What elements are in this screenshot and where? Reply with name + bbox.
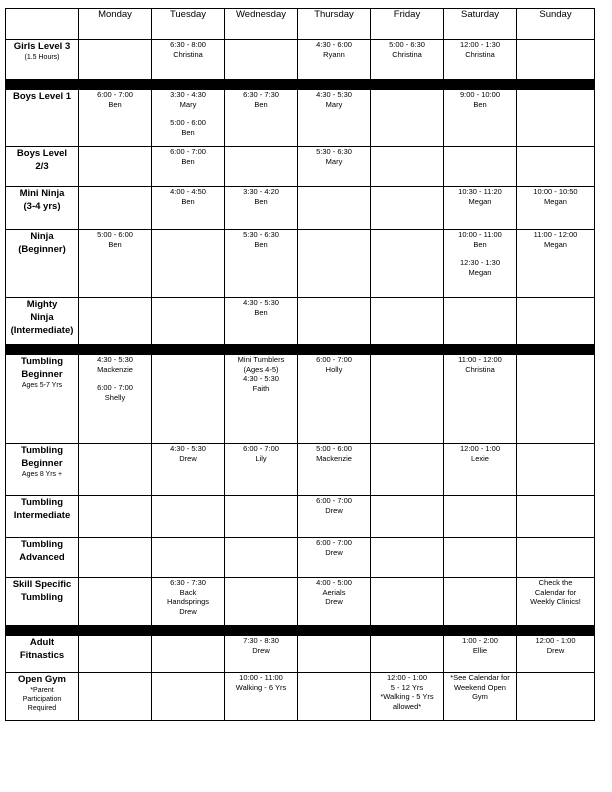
session-line: Mini Tumblers	[237, 355, 285, 364]
schedule-cell-tuesday	[152, 230, 225, 298]
session-line: 12:00 - 1:00	[535, 636, 576, 645]
session-line: allowed*	[392, 701, 422, 711]
schedule-cell-tuesday	[152, 298, 225, 345]
class-name-line: Beginner	[21, 369, 63, 380]
header-row	[6, 9, 595, 40]
schedule-cell-saturday	[444, 40, 517, 80]
class-row	[6, 40, 595, 80]
section-separator	[6, 626, 595, 636]
separator-bar	[6, 80, 595, 90]
schedule-cell-monday	[79, 444, 152, 496]
schedule-cell-friday	[371, 355, 444, 444]
schedule-cell-friday	[371, 147, 444, 187]
schedule-cell-friday	[371, 90, 444, 147]
session-line: 10:00 - 11:00	[239, 673, 283, 682]
schedule-cell-monday	[79, 90, 152, 147]
schedule-cell-thursday	[298, 147, 371, 187]
session-line: 12:00 - 1:30	[459, 40, 501, 49]
session-entry	[79, 90, 151, 109]
schedule-cell-saturday	[444, 187, 517, 230]
session-line: Mary	[325, 99, 343, 109]
schedule-cell-wednesday	[225, 578, 298, 626]
class-name-line: Ninja	[30, 312, 54, 323]
schedule-cell-sunday	[517, 147, 595, 187]
session-line: Christina	[392, 49, 422, 59]
session-line: Drew	[325, 547, 343, 557]
session-entry	[298, 90, 370, 109]
schedule-cell-tuesday	[152, 496, 225, 538]
schedule-cell-monday	[79, 355, 152, 444]
session-line: 6:00 - 7:00	[97, 383, 133, 392]
session-line: Christina	[465, 49, 495, 59]
session-line: Ben	[108, 99, 122, 109]
session-line: Ben	[108, 239, 122, 249]
class-note-line: Ages 8 Yrs +	[21, 471, 63, 478]
session-line: 4:30 - 5:30	[243, 374, 279, 383]
schedule-cell-wednesday	[225, 496, 298, 538]
session-line: 6:00 - 7:00	[316, 496, 352, 505]
session-line: 6:00 - 7:00	[170, 147, 206, 156]
session-line: 6:00 - 7:00	[316, 538, 352, 547]
schedule-cell-thursday	[298, 673, 371, 721]
session-line: 9:00 - 10:00	[459, 90, 501, 99]
class-name-line: Boys Level 1	[12, 91, 72, 102]
class-name-line: 2/3	[35, 161, 49, 172]
session-entry	[152, 40, 224, 59]
class-label	[6, 40, 79, 80]
class-label	[6, 636, 79, 673]
session-line: Check the	[538, 578, 573, 587]
session-entry	[225, 355, 297, 393]
session-entry	[444, 187, 516, 206]
class-name-line: (Intermediate)	[10, 325, 74, 336]
session-line: Megan	[468, 196, 492, 206]
schedule-cell-tuesday	[152, 538, 225, 578]
schedule-cell-monday	[79, 298, 152, 345]
session-line: Mackenzie	[316, 453, 352, 463]
schedule-cell-tuesday	[152, 355, 225, 444]
schedule-cell-thursday	[298, 636, 371, 673]
class-name-line: Advanced	[19, 552, 65, 563]
session-entry	[444, 444, 516, 463]
schedule-cell-sunday	[517, 673, 595, 721]
schedule-cell-tuesday	[152, 90, 225, 147]
schedule-cell-wednesday	[225, 355, 298, 444]
session-line: 4:30 - 5:30	[97, 355, 133, 364]
session-line: Megan	[468, 267, 492, 277]
schedule-cell-thursday	[298, 538, 371, 578]
session-entry	[225, 187, 297, 206]
schedule-cell-tuesday	[152, 444, 225, 496]
class-row	[6, 147, 595, 187]
session-line: 12:30 - 1:30	[459, 258, 501, 267]
schedule-cell-saturday	[444, 444, 517, 496]
class-row	[6, 230, 595, 298]
class-name-line: Mini Ninja	[19, 188, 65, 199]
schedule-cell-sunday	[517, 298, 595, 345]
session-line: Drew	[325, 505, 343, 515]
session-entry	[444, 355, 516, 374]
session-line: 3:30 - 4:30	[170, 90, 206, 99]
day-header: Monday	[79, 9, 152, 40]
section-separator	[6, 80, 595, 90]
schedule-cell-friday	[371, 40, 444, 80]
schedule-cell-wednesday	[225, 673, 298, 721]
session-entry	[225, 298, 297, 317]
class-name-line: (Beginner)	[18, 244, 66, 255]
session-line: Ben	[254, 99, 268, 109]
session-entry	[444, 673, 516, 702]
session-line: Mackenzie	[97, 364, 133, 374]
schedule-cell-sunday	[517, 230, 595, 298]
schedule-cell-tuesday	[152, 673, 225, 721]
schedule-cell-thursday	[298, 230, 371, 298]
schedule-cell-saturday	[444, 230, 517, 298]
session-line: Ben	[473, 99, 487, 109]
schedule-cell-saturday	[444, 90, 517, 147]
session-line: 6:30 - 8:00	[170, 40, 206, 49]
class-row	[6, 538, 595, 578]
session-line: 6:30 - 7:30	[243, 90, 279, 99]
session-line: *See Calendar for	[450, 673, 510, 682]
schedule-cell-wednesday	[225, 90, 298, 147]
session-line: Lily	[255, 453, 267, 463]
session-line: 4:30 - 5:30	[316, 90, 352, 99]
session-line: 5:30 - 6:30	[316, 147, 352, 156]
schedule-cell-saturday	[444, 496, 517, 538]
class-name-line: Beginner	[21, 458, 63, 469]
schedule-cell-friday	[371, 673, 444, 721]
schedule-cell-sunday	[517, 187, 595, 230]
class-row	[6, 578, 595, 626]
class-name-line: Open Gym	[17, 674, 67, 685]
session-entry	[152, 578, 224, 616]
day-header: Sunday	[517, 9, 595, 40]
schedule-cell-monday	[79, 496, 152, 538]
session-line: 5:00 - 6:00	[97, 230, 133, 239]
schedule-cell-sunday	[517, 355, 595, 444]
class-row	[6, 673, 595, 721]
day-header: Thursday	[298, 9, 371, 40]
session-line: Mary	[325, 156, 343, 166]
session-line: Lexie	[471, 453, 489, 463]
class-name-line: Skill Specific	[12, 579, 72, 590]
class-label	[6, 355, 79, 444]
session-line: Ben	[254, 196, 268, 206]
session-entry	[225, 90, 297, 109]
session-line: 1:00 - 2:00	[462, 636, 498, 645]
class-name-line: Adult	[29, 637, 55, 648]
session-entry	[444, 636, 516, 655]
class-name-line: Boys Level	[16, 148, 68, 159]
session-entry	[444, 40, 516, 59]
schedule-cell-monday	[79, 187, 152, 230]
session-entry	[152, 187, 224, 206]
schedule-cell-sunday	[517, 578, 595, 626]
schedule-cell-friday	[371, 538, 444, 578]
session-line: Ben	[181, 156, 195, 166]
session-entry	[517, 187, 594, 206]
schedule-cell-saturday	[444, 538, 517, 578]
session-entry	[298, 496, 370, 515]
schedule-cell-monday	[79, 147, 152, 187]
schedule-cell-thursday	[298, 578, 371, 626]
session-line: 10:00 - 11:00	[458, 230, 502, 239]
class-row	[6, 444, 595, 496]
schedule-cell-wednesday	[225, 538, 298, 578]
session-line: 5:00 - 6:00	[316, 444, 352, 453]
session-line: Ryann	[323, 49, 345, 59]
session-line: (Ages 4-5)	[243, 364, 279, 374]
schedule-cell-tuesday	[152, 40, 225, 80]
session-line: Ben	[254, 307, 268, 317]
session-entry	[371, 673, 443, 711]
session-line: 4:30 - 5:30	[243, 298, 279, 307]
class-row	[6, 90, 595, 147]
session-line: 6:30 - 7:30	[170, 578, 206, 587]
schedule-cell-tuesday	[152, 187, 225, 230]
schedule-body	[6, 40, 595, 721]
session-line: Weekly Clinics!	[530, 597, 581, 606]
schedule-cell-wednesday	[225, 444, 298, 496]
day-header: Saturday	[444, 9, 517, 40]
session-line: Ben	[254, 239, 268, 249]
class-name-line: Ninja	[30, 231, 54, 242]
session-entry	[79, 230, 151, 249]
session-entry	[79, 383, 151, 402]
session-entry	[444, 90, 516, 109]
schedule-cell-sunday	[517, 40, 595, 80]
session-entry	[152, 118, 224, 137]
session-entry	[298, 578, 370, 607]
session-line: 10:30 - 11:20	[458, 187, 502, 196]
schedule-cell-thursday	[298, 496, 371, 538]
schedule-cell-friday	[371, 298, 444, 345]
class-name-line: Intermediate	[13, 510, 71, 521]
session-line: Holly	[325, 364, 343, 374]
schedule-cell-saturday	[444, 578, 517, 626]
separator-bar	[6, 345, 595, 355]
class-note-line: Required	[27, 705, 57, 712]
schedule-table	[5, 8, 595, 721]
schedule-cell-sunday	[517, 90, 595, 147]
session-line: Faith	[252, 383, 270, 393]
class-label	[6, 578, 79, 626]
class-name-line: Tumbling	[20, 539, 64, 550]
class-row	[6, 496, 595, 538]
class-label	[6, 673, 79, 721]
day-header: Wednesday	[225, 9, 298, 40]
schedule-cell-tuesday	[152, 636, 225, 673]
schedule-cell-friday	[371, 578, 444, 626]
session-line: 12:00 - 1:00	[459, 444, 501, 453]
schedule-cell-wednesday	[225, 636, 298, 673]
session-entry	[152, 90, 224, 109]
session-line: Ben	[181, 196, 195, 206]
class-label	[6, 90, 79, 147]
schedule-cell-wednesday	[225, 298, 298, 345]
session-line: Drew	[179, 453, 197, 463]
class-name-line: (3-4 yrs)	[23, 201, 61, 212]
schedule-cell-monday	[79, 230, 152, 298]
session-line: 11:00 - 12:00	[458, 355, 502, 364]
session-line: Drew	[546, 645, 565, 655]
session-entry	[517, 578, 594, 607]
session-line: Mary	[179, 99, 197, 109]
session-line: 4:00 - 4:50	[170, 187, 206, 196]
class-row	[6, 298, 595, 345]
session-line: 5:00 - 6:30	[389, 40, 425, 49]
session-line: 6:00 - 7:00	[97, 90, 133, 99]
session-line: 5 - 12 Yrs	[390, 682, 424, 692]
class-name-line: Fitnastics	[19, 650, 65, 661]
session-entry	[298, 147, 370, 166]
schedule-cell-friday	[371, 496, 444, 538]
schedule-cell-tuesday	[152, 147, 225, 187]
session-line: *Walking - 5 Yrs	[380, 692, 434, 701]
schedule-cell-thursday	[298, 298, 371, 345]
schedule-cell-saturday	[444, 636, 517, 673]
session-entry	[152, 444, 224, 463]
schedule-cell-sunday	[517, 538, 595, 578]
class-label	[6, 230, 79, 298]
session-entry	[225, 673, 297, 692]
class-row	[6, 636, 595, 673]
session-entry	[225, 230, 297, 249]
schedule-cell-friday	[371, 187, 444, 230]
session-entry	[517, 230, 594, 249]
session-line: 5:30 - 6:30	[243, 230, 279, 239]
session-line: 10:00 - 10:50	[533, 187, 578, 196]
schedule-cell-tuesday	[152, 578, 225, 626]
schedule-cell-thursday	[298, 355, 371, 444]
session-line: Handsprings	[166, 597, 210, 606]
session-entry	[79, 355, 151, 374]
schedule-cell-wednesday	[225, 230, 298, 298]
session-line: Shelly	[104, 392, 126, 402]
class-name-line: Tumbling	[20, 592, 64, 603]
class-row	[6, 355, 595, 444]
schedule-cell-friday	[371, 230, 444, 298]
schedule-cell-sunday	[517, 496, 595, 538]
session-line: 6:00 - 7:00	[316, 355, 352, 364]
schedule-cell-saturday	[444, 147, 517, 187]
class-name-line: Mighty	[26, 299, 58, 310]
session-line: 6:00 - 7:00	[243, 444, 279, 453]
schedule-cell-wednesday	[225, 147, 298, 187]
session-line: Ben	[473, 239, 487, 249]
class-note-line: (1.5 Hours)	[24, 54, 60, 61]
session-entry	[444, 230, 516, 249]
session-line: 11:00 - 12:00	[533, 230, 578, 239]
class-row	[6, 187, 595, 230]
session-line: Ben	[181, 127, 195, 137]
schedule-cell-monday	[79, 40, 152, 80]
class-note-line: Ages 5-7 Yrs	[21, 382, 63, 389]
session-entry	[298, 40, 370, 59]
schedule-cell-saturday	[444, 298, 517, 345]
schedule-cell-friday	[371, 444, 444, 496]
class-name-line: Girls Level 3	[13, 41, 71, 52]
session-line: Drew	[325, 597, 343, 606]
session-entry	[298, 538, 370, 557]
session-line: Weekend Open	[454, 682, 506, 692]
session-entry	[298, 355, 370, 374]
session-line: 12:00 - 1:00	[386, 673, 428, 682]
session-entry	[444, 258, 516, 277]
session-line: Megan	[544, 239, 567, 249]
session-line: Back	[179, 587, 197, 597]
schedule-cell-thursday	[298, 444, 371, 496]
session-line: 4:00 - 5:00	[316, 578, 352, 587]
schedule-cell-wednesday	[225, 40, 298, 80]
class-label	[6, 496, 79, 538]
session-line: Drew	[252, 645, 270, 655]
session-line: 7:30 - 8:30	[243, 636, 279, 645]
session-entry	[298, 444, 370, 463]
schedule-cell-thursday	[298, 187, 371, 230]
class-label	[6, 147, 79, 187]
schedule-cell-monday	[79, 673, 152, 721]
session-line: 3:30 - 4:20	[243, 187, 279, 196]
session-line: Megan	[544, 196, 567, 206]
day-header: Friday	[371, 9, 444, 40]
schedule-cell-sunday	[517, 636, 595, 673]
session-line: Drew	[179, 606, 197, 616]
session-line: 4:30 - 6:00	[316, 40, 352, 49]
class-label	[6, 187, 79, 230]
class-label	[6, 444, 79, 496]
session-line: 4:30 - 5:30	[170, 444, 206, 453]
session-line: Gym	[472, 692, 488, 701]
schedule-cell-saturday	[444, 355, 517, 444]
session-line: Christina	[173, 49, 203, 59]
class-note-line: *Parent	[30, 687, 54, 694]
section-separator	[6, 345, 595, 355]
session-line: Aerials	[322, 587, 346, 597]
schedule-cell-thursday	[298, 90, 371, 147]
separator-bar	[6, 626, 595, 636]
schedule-cell-wednesday	[225, 187, 298, 230]
class-label	[6, 538, 79, 578]
schedule-cell-monday	[79, 636, 152, 673]
session-entry	[371, 40, 443, 59]
class-note-line: Participation	[22, 696, 62, 703]
day-header: Tuesday	[152, 9, 225, 40]
session-entry	[517, 636, 594, 655]
class-label	[6, 298, 79, 345]
session-entry	[225, 444, 297, 463]
session-entry	[152, 147, 224, 166]
session-line: Christina	[465, 364, 495, 374]
schedule-cell-monday	[79, 578, 152, 626]
schedule-cell-friday	[371, 636, 444, 673]
session-line: Walking - 6 Yrs	[235, 682, 287, 692]
header-corner	[6, 9, 79, 40]
class-name-line: Tumbling	[20, 497, 64, 508]
schedule-cell-thursday	[298, 40, 371, 80]
class-name-line: Tumbling	[20, 356, 64, 367]
session-entry	[225, 636, 297, 655]
session-line: Calendar for	[534, 587, 577, 597]
schedule-cell-saturday	[444, 673, 517, 721]
session-line: 5:00 - 6:00	[170, 118, 206, 127]
class-name-line: Tumbling	[20, 445, 64, 456]
schedule-cell-sunday	[517, 444, 595, 496]
session-line: Ellie	[472, 645, 488, 655]
schedule-cell-monday	[79, 538, 152, 578]
